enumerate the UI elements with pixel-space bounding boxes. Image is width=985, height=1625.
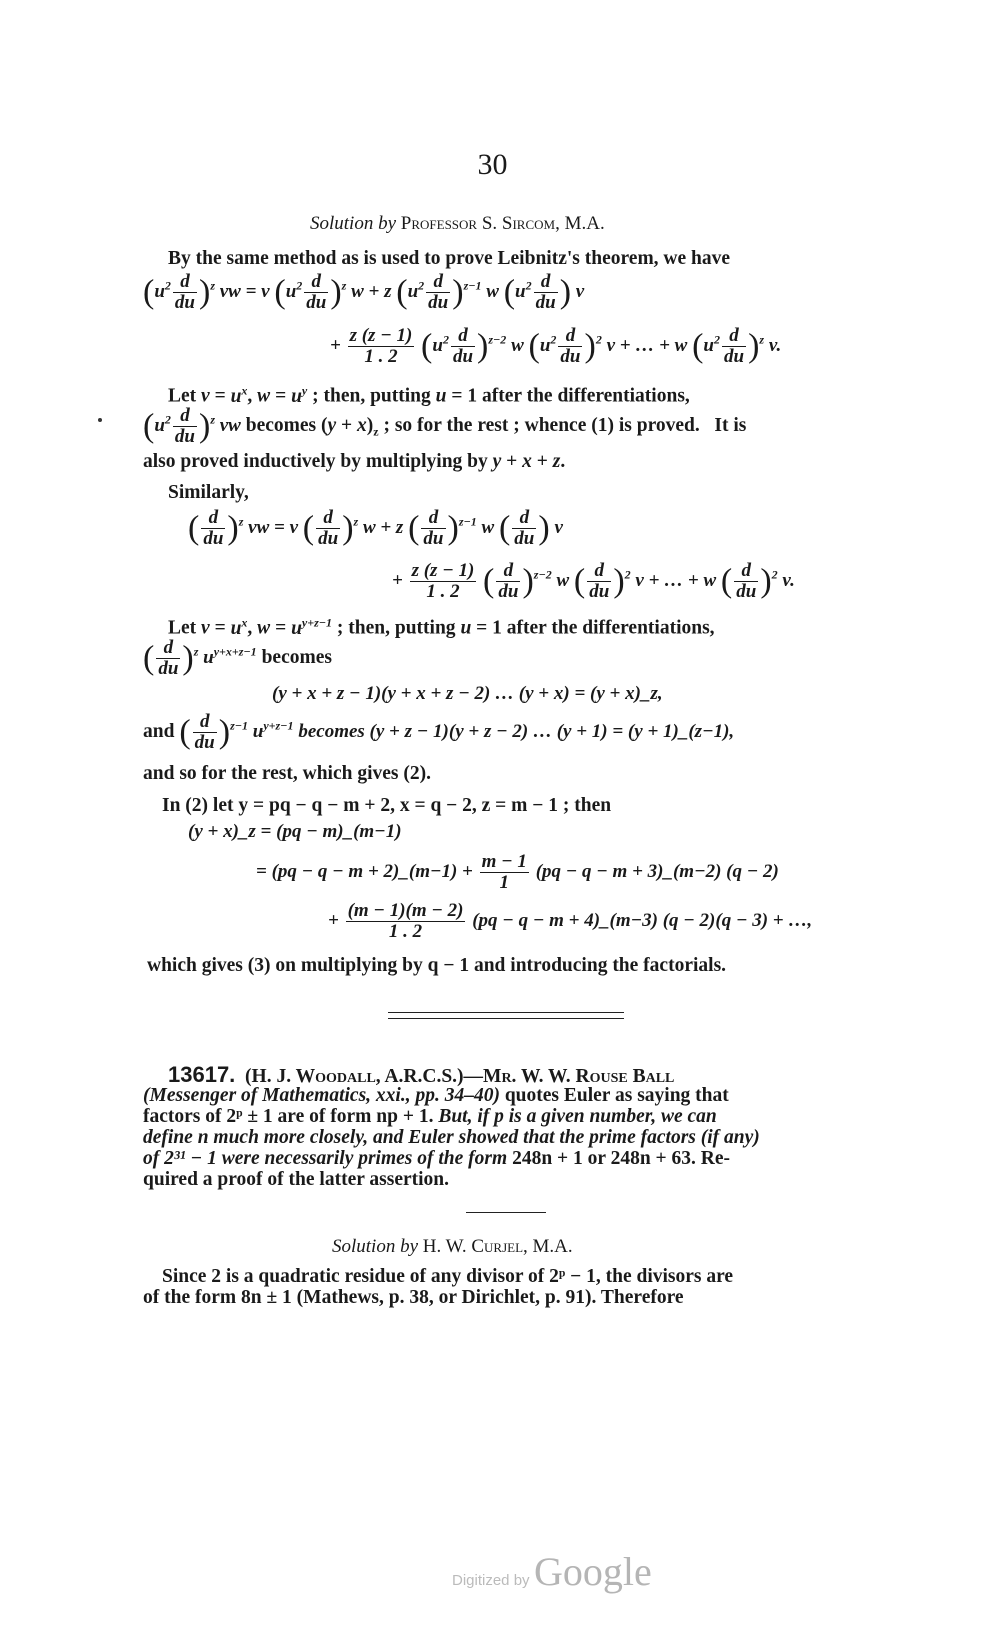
similarly-label: Similarly, — [168, 482, 249, 503]
and-equation: and ( $\frac{d}{du}$ )$^{z-1}$ $u^{y+z-1}$ becomes (y + z − 1)(y + z − 2) … (y + 1) = (y + 1)_(z−1), — [143, 711, 735, 753]
digitized-label: Digitized by — [452, 1572, 530, 1589]
problem-citation: (Messenger of Mathematics, xxi., pp. 34–40) — [143, 1085, 500, 1106]
product-equation-2: becomes (y + z − 1)(y + z − 2) … (y + 1) = (y + 1)_(z−1), — [298, 720, 735, 742]
leibnitz-equation-line2: + $\frac{z (z - 1)}{1 . 2}$ ($u^2$ $\frac{d}{du}$ )$^{z-2}$ w ($u^2$ $\frac{d}{du}$ )$^2$ v + … + w ($u^2$ $\frac{d}{du}$ )$^z$ v. — [330, 325, 782, 367]
product-equation-1: (y + x + z − 1)(y + x + z − 2) … (y + x) = (y + x)_z, — [272, 683, 663, 704]
solution2-label: Solution by — [332, 1236, 419, 1257]
solution-heading — [310, 213, 605, 235]
and-so-text: and so for the rest, which gives (2). — [143, 763, 431, 784]
problem-quote: quotes Euler as saying that — [499, 1085, 729, 1106]
let-paragraph-1b: ($u^2$ $\frac{d}{du}$ )$^z$ vw becomes $(y + x)_z$ ; so for the rest ; whence (1) is proved. It is — [143, 405, 747, 447]
becomes-word: becomes — [261, 646, 332, 668]
solution2-line1: Since 2 is a quadratic residue of any divisor of 2ᵖ − 1, the divisors are — [162, 1266, 734, 1287]
let-paragraph-2: Let $v = u^x$, $w = u^{y+z-1}$ ; then, putting u = 1 after the differentiations, — [168, 615, 715, 639]
expansion-line1: = (pq − q − m + 2)_(m−1) + $\frac{m - 1}{1}$ (pq − q − m + 3)_(m−2) (q − 2) — [256, 851, 779, 893]
problem-claim: But, if p is a given number, we can — [433, 1106, 717, 1127]
solution2-heading — [332, 1236, 573, 1258]
expansion-term1: = (pq − q − m + 2)_(m−1) + — [256, 860, 473, 882]
expansion-line2: + $\frac{(m - 1)(m - 2)}{1 . 2}$ (pq − q − m + 4)_(m−3) (q − 2)(q − 3) + …, — [328, 900, 813, 942]
let-paragraph-1c: also proved inductively by multiplying by y + x + z. — [143, 451, 566, 472]
which-gives-text: which gives (3) on multiplying by q − 1 and introducing the factorials. — [147, 955, 727, 976]
digitized-watermark — [452, 1548, 652, 1595]
short-divider — [466, 1212, 546, 1213]
leibnitz-equation-line1: ($u^2$ $\frac{d}{du}$ )$^z$ vw = v ($u^2$ $\frac{d}{du}$ )$^z$ w + z ($u^2$ $\frac{d}{du}$ )$^{z-1}$ w ($u^2$ $\frac{d}{du}$ ) v — [143, 271, 585, 313]
substitution-text: In (2) let y = pq − q − m + 2, x = q − 2, z = m − 1 ; then — [162, 795, 612, 816]
page-number: 30 — [477, 148, 508, 181]
problem-authors: (H. J. Woodall, A.R.C.S.)—Mr. W. W. Rouse Ball — [245, 1066, 675, 1087]
section-divider-bottom — [388, 1018, 624, 1019]
problem-line2 — [143, 1085, 729, 1107]
expansion-term2: (pq − q − m + 3)_(m−2) (q − 2) — [535, 860, 779, 882]
intro-text: By the same method as is used to prove Leibnitz's theorem, we have — [168, 248, 731, 269]
problem-factor-text: factors of 2ᵖ ± 1 are of form np + 1. — [143, 1106, 434, 1127]
problem-line6: quired a proof of the latter assertion. — [143, 1169, 450, 1190]
solution-author: Professor S. Sircom, M.A. — [400, 213, 605, 234]
derivative-equation-line2: + $\frac{z (z - 1)}{1 . 2}$ ( $\frac{d}{du}$ )$^{z-2}$ w ( $\frac{d}{du}$ )$^2$ v + … + w ( $\frac{d}{du}$ )$^2$ v. — [392, 560, 795, 602]
derivative-equation-line1: ( $\frac{d}{du}$ )$^z$ vw = v ( $\frac{d}{du}$ )$^z$ w + z ( $\frac{d}{du}$ )$^{z-1}$ w ( $\frac{d}{du}$ ) v — [188, 507, 563, 549]
expansion-term3: (pq − q − m + 4)_(m−3) (q − 2)(q − 3) + …, — [472, 909, 813, 931]
solution-label: Solution by — [310, 213, 397, 234]
solution2-line2: of the form 8n ± 1 (Mathews, p. 38, or Dirichlet, p. 91). Therefore — [143, 1287, 684, 1308]
google-logo: Google — [534, 1549, 652, 1594]
let-paragraph-1: Let $v = u^x$, $w = u^y$ ; then, putting u = 1 after the differentiations, — [168, 383, 690, 407]
and-word: and — [143, 720, 175, 742]
problem-line4: define n much more closely, and Euler showed that the prime factors (if any) — [143, 1127, 760, 1148]
problem-number: 13617. — [168, 1062, 236, 1087]
problem-line5 — [143, 1148, 730, 1170]
section-divider-top — [388, 1012, 624, 1013]
yx-equation: (y + x)_z = (pq − m)_(m−1) — [188, 821, 402, 842]
solution2-author: H. W. Curjel, M.A. — [422, 1236, 573, 1257]
problem-forms: 248n + 1 or 248n + 63. Re- — [507, 1148, 731, 1169]
let-paragraph-2b: ( $\frac{d}{du}$ )$^z$ $u^{y+x+z-1}$ becomes — [143, 637, 332, 679]
problem-line3 — [143, 1106, 717, 1128]
problem-primes-text: of 2³¹ − 1 were necessarily primes of the form — [143, 1148, 508, 1169]
margin-mark — [98, 418, 102, 422]
